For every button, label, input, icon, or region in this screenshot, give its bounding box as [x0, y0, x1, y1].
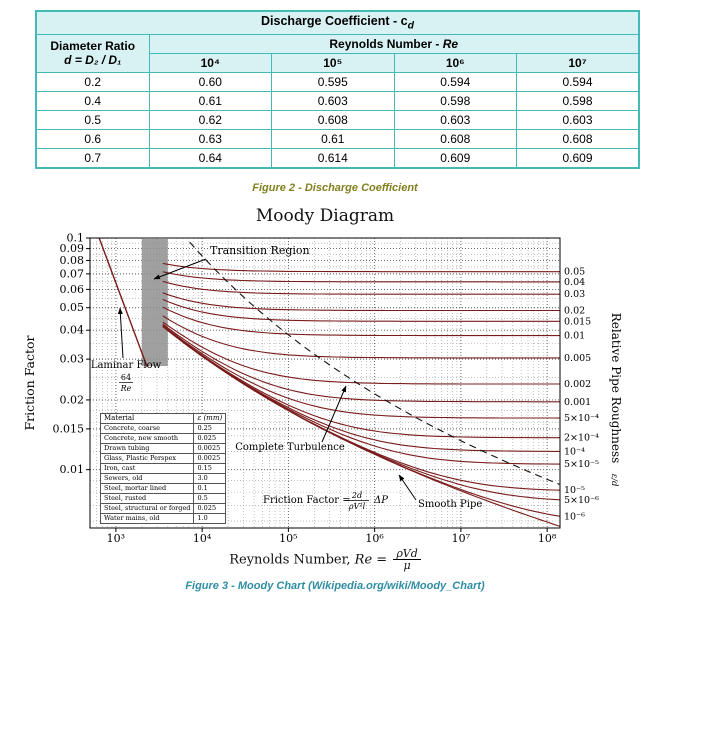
roughness-label: 2×10⁻⁴: [564, 432, 599, 444]
materials-row: [101, 453, 226, 463]
material-name: Iron, cast: [101, 463, 194, 473]
y2-axis-title: Relative Pipe Roughness: [609, 312, 623, 463]
laminar-flow-label: Laminar Flow: [90, 359, 162, 371]
x-tick-label: 10⁴: [192, 531, 212, 545]
x-tick-label: 10³: [106, 531, 126, 545]
material-name: Drawn tubing: [101, 443, 194, 453]
diameter-ratio-header: [36, 34, 149, 72]
smooth-pipe-label: Smooth Pipe: [418, 498, 483, 510]
material-roughness-value: 0.15: [194, 463, 226, 473]
cd-value-cell: 0.594: [394, 72, 517, 91]
cd-value-cell: 0.598: [517, 91, 640, 110]
material-roughness-value: 3.0: [194, 473, 226, 483]
y-tick-label: 0.02: [59, 392, 84, 406]
cd-value-cell: 0.61: [149, 91, 272, 110]
material-roughness-value: 0.025: [194, 433, 226, 443]
y-tick-label: 0.1: [66, 231, 84, 244]
materials-row: [101, 443, 226, 453]
cd-value-cell: 0.60: [149, 72, 272, 91]
materials-body: [101, 423, 226, 523]
material-name: Glass, Plastic Perspex: [101, 453, 194, 463]
material-name: Concrete, new smooth: [101, 433, 194, 443]
diameter-ratio-cell: 0.4: [36, 91, 149, 110]
re-column-header: 10⁵: [272, 53, 395, 72]
laminar-line: [99, 238, 147, 367]
materials-row: [101, 473, 226, 483]
annotation-arrow: [399, 475, 416, 500]
table-row: [36, 91, 639, 110]
y-tick-label: 0.06: [59, 282, 84, 296]
material-roughness-value: 0.0025: [194, 443, 226, 453]
re-definition-fraction: [393, 548, 420, 572]
material-name: Concrete, coarse: [101, 423, 194, 433]
roughness-label: 0.015: [564, 315, 592, 327]
re-column-header: 10⁶: [394, 53, 517, 72]
re-column-header: 10⁷: [517, 53, 640, 72]
roughness-label: 0.03: [564, 288, 586, 300]
cd-value-cell: 0.608: [272, 110, 395, 129]
table-row: [36, 129, 639, 148]
cd-value-cell: 0.603: [394, 110, 517, 129]
cd-value-cell: 0.608: [517, 129, 640, 148]
roughness-label: 0.04: [564, 276, 586, 288]
materials-row: [101, 503, 226, 513]
table-title-row: [36, 11, 639, 34]
materials-row: [101, 423, 226, 433]
material-roughness-value: 0.5: [194, 493, 226, 503]
y-tick-label: 0.01: [59, 462, 84, 476]
y-tick-label: 0.09: [59, 241, 84, 255]
y-tick-label: 0.05: [59, 300, 84, 314]
fraction-numerator: ρVd: [393, 548, 420, 561]
cd-value-cell: 0.603: [272, 91, 395, 110]
material-name: Water mains, old: [101, 513, 194, 523]
materials-row: [101, 483, 226, 493]
reynolds-header-text: Reynolds Number -: [329, 36, 443, 51]
friction-eq-suffix: ΔP: [374, 494, 388, 506]
materials-row: [101, 513, 226, 523]
cd-value-cell: 0.595: [272, 72, 395, 91]
annotation-arrow: [120, 308, 123, 358]
x-tick-label: 10⁷: [451, 531, 471, 545]
material-roughness-value: 0.1: [194, 483, 226, 493]
y-tick-label: 0.015: [52, 421, 84, 435]
title-text: Discharge Coefficient - c: [261, 14, 408, 28]
y2-axis-symbol: ε/d: [609, 473, 619, 486]
materials-header-material: Material: [101, 413, 194, 423]
cd-value-cell: 0.598: [394, 91, 517, 110]
roughness-label: 0.001: [564, 396, 592, 408]
cd-value-cell: 0.609: [517, 148, 640, 168]
table-row: [36, 72, 639, 91]
friction-eq-prefix: Friction Factor =: [263, 494, 351, 506]
y-tick-label: 0.07: [59, 266, 84, 280]
figure2-caption: Figure 2 - Discharge Coefficient: [252, 181, 418, 194]
transition-band: [142, 239, 168, 366]
table-header-row: [36, 34, 639, 53]
material-roughness-value: 0.0025: [194, 453, 226, 463]
discharge-table-title: [36, 11, 639, 34]
roughness-curve: [163, 325, 560, 418]
diameter-ratio-label: Diameter Ratio: [50, 39, 136, 53]
material-roughness-value: 0.025: [194, 503, 226, 513]
roughness-label: 5×10⁻⁴: [564, 412, 599, 424]
diameter-ratio-cell: 0.7: [36, 148, 149, 168]
x-tick-label: 10⁵: [279, 531, 298, 545]
cd-value-cell: 0.64: [149, 148, 272, 168]
laminar-formula-denominator: Re: [120, 383, 132, 393]
moody-chart-area: [20, 228, 640, 546]
xlabel-equals: =: [372, 552, 392, 568]
cd-value-cell: 0.62: [149, 110, 272, 129]
x-tick-label: 10⁶: [365, 531, 384, 545]
x-tick-label: 10⁸: [537, 531, 557, 545]
document-page: [0, 10, 707, 736]
relative-roughness-labels: [564, 266, 599, 522]
roughness-label: 0.05: [564, 266, 586, 278]
cd-value-cell: 0.594: [517, 72, 640, 91]
discharge-table-body: [36, 72, 639, 168]
friction-eq-denominator: ρV²l: [348, 501, 366, 511]
y-tick-label: 0.08: [59, 253, 84, 267]
discharge-coefficient-table: [35, 10, 640, 169]
roughness-label: 0.005: [564, 352, 592, 364]
complete-turbulence-label: Complete Turbulence: [235, 441, 345, 453]
cd-value-cell: 0.609: [394, 148, 517, 168]
y-tick-label: 0.03: [59, 352, 84, 366]
materials-header-row: [101, 413, 226, 423]
reynolds-symbol: Re: [442, 36, 459, 51]
material-name: Sewers, old: [101, 473, 194, 483]
reynolds-number-header: [149, 34, 639, 53]
cd-value-cell: 0.63: [149, 129, 272, 148]
xlabel-prefix: Reynolds Number,: [229, 552, 355, 568]
roughness-label: 5×10⁻⁶: [564, 494, 599, 506]
diameter-ratio-cell: 0.2: [36, 72, 149, 91]
materials-row: [101, 463, 226, 473]
cd-value-cell: 0.608: [394, 129, 517, 148]
fraction-denominator: μ: [403, 559, 411, 573]
materials-row: [101, 493, 226, 503]
roughness-curve: [163, 263, 560, 271]
figure3-caption: Figure 3 - Moody Chart (Wikipedia.org/wiki/Moody_Chart): [185, 579, 485, 592]
roughness-label: 5×10⁻⁵: [564, 458, 599, 470]
material-roughness-value: 0.25: [194, 423, 226, 433]
materials-row: [101, 433, 226, 443]
laminar-formula-numerator: 64: [120, 372, 132, 382]
y-tick-label: 0.04: [59, 323, 84, 337]
title-subscript: d: [407, 20, 414, 32]
cd-value-cell: 0.614: [272, 148, 395, 168]
roughness-label: 0.002: [564, 378, 592, 390]
material-roughness-value: 1.0: [194, 513, 226, 523]
roughness-label: 0.01: [564, 330, 586, 342]
material-name: Steel, mortar lined: [101, 483, 194, 493]
re-column-header: 10⁴: [149, 53, 272, 72]
roughness-label: 0.02: [564, 305, 586, 317]
table-row: [36, 148, 639, 168]
roughness-label: 10⁻⁶: [564, 510, 585, 522]
material-name: Steel, rusted: [101, 493, 194, 503]
materials-header-roughness: ε (mm): [194, 413, 226, 423]
x-axis-label: [20, 548, 630, 572]
cd-value-cell: 0.61: [272, 129, 395, 148]
xlabel-re-symbol: Re: [354, 552, 373, 568]
moody-figure: [0, 206, 707, 592]
table-row: [36, 110, 639, 129]
diameter-ratio-cell: 0.5: [36, 110, 149, 129]
roughness-label: 10⁻⁵: [564, 484, 585, 496]
y-axis-title: Friction Factor: [22, 334, 37, 431]
diameter-ratio-cell: 0.6: [36, 129, 149, 148]
cd-value-cell: 0.603: [517, 110, 640, 129]
diameter-ratio-formula: d = D₂ / D₁: [64, 53, 122, 67]
transition-region-label: Transition Region: [210, 243, 310, 257]
materials-legend-table: [100, 413, 226, 524]
roughness-label: 10⁻⁴: [564, 445, 585, 457]
material-name: Steel, structural or forged: [101, 503, 194, 513]
moody-chart-title: Moody Diagram: [255, 205, 395, 226]
friction-eq-numerator: 2d: [351, 490, 363, 500]
